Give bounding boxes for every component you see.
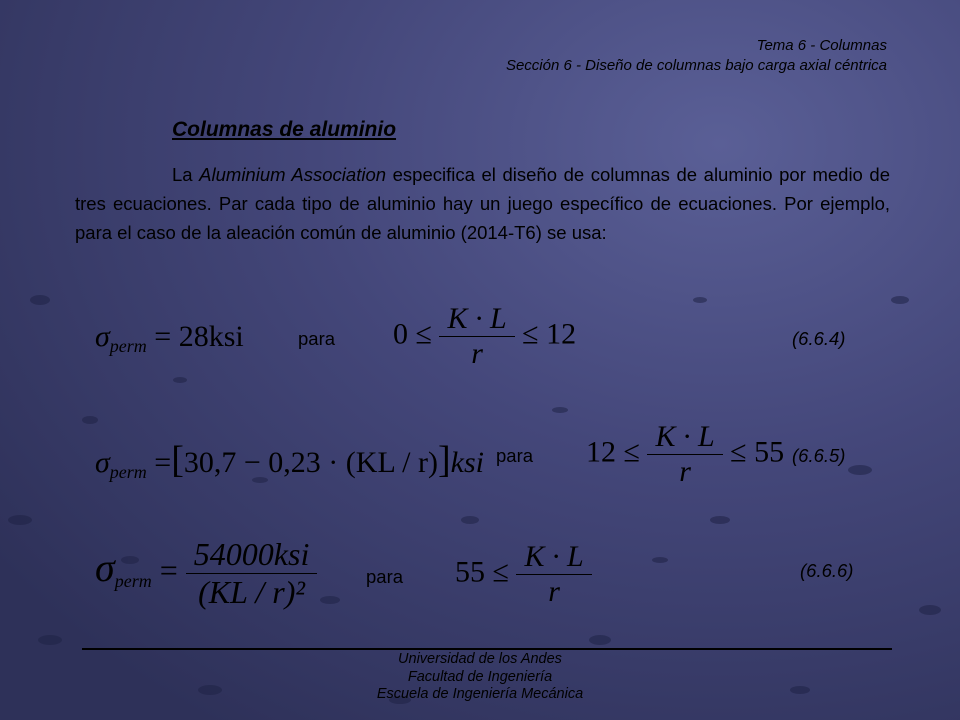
equation-6-6-6-lhs xyxy=(95,536,317,611)
topic-title: Tema 6 - Columnas xyxy=(756,37,887,54)
fraction-numerator: K · L xyxy=(524,540,584,573)
intro-paragraph xyxy=(75,160,890,247)
sigma-symbol: σ xyxy=(95,446,110,479)
sigma-symbol: σ xyxy=(95,320,110,353)
fraction-denominator: (KL / r)² xyxy=(186,573,318,611)
fraction-denominator: r xyxy=(439,336,514,371)
section-title: Columnas de aluminio xyxy=(172,118,397,141)
para-label: para xyxy=(366,566,404,587)
equation-6-6-5-condition xyxy=(586,420,784,489)
footer-divider xyxy=(82,648,892,650)
equation-number: (6.6.6) xyxy=(800,560,854,581)
condition-right: ≤ 55 xyxy=(730,435,785,469)
sigma-symbol: σ xyxy=(95,544,115,590)
university-name: Universidad de los Andes xyxy=(398,651,562,667)
faculty-name: Facultad de Ingeniería xyxy=(407,668,553,685)
slenderness-fraction xyxy=(516,540,591,609)
unit-ksi: ksi xyxy=(450,446,484,479)
condition-left: 12 ≤ xyxy=(586,435,640,469)
subscript-perm: perm xyxy=(114,570,152,591)
para-label: para xyxy=(496,445,534,466)
slide-header xyxy=(506,36,887,76)
subscript-perm: perm xyxy=(109,336,147,356)
fraction-denominator: r xyxy=(516,574,591,609)
equals-sign: = xyxy=(159,551,178,588)
stress-fraction xyxy=(186,536,318,611)
para-label: para xyxy=(298,328,336,349)
fraction-denominator: r xyxy=(647,454,722,489)
fraction-numerator: K · L xyxy=(447,302,507,335)
bracket-open: [ xyxy=(171,439,184,481)
equation-6-6-6-condition xyxy=(455,540,592,609)
paragraph-emphasis: Aluminium Association xyxy=(199,164,387,185)
equation-number: (6.6.5) xyxy=(792,445,846,466)
equation-6-6-5-lhs xyxy=(95,438,484,483)
equation-6-6-4-condition xyxy=(393,302,576,371)
school-name: Escuela de Ingeniería Mecánica xyxy=(376,686,584,702)
section-subtitle: Sección 6 - Diseño de columnas bajo carga axial céntrica xyxy=(505,57,887,74)
equation-rhs-inner: 30,7 − 0,23 · (KL / r) xyxy=(183,446,438,479)
equation-number: (6.6.4) xyxy=(792,328,846,349)
slenderness-fraction xyxy=(647,420,722,489)
condition-right: ≤ 12 xyxy=(522,317,577,351)
paragraph-text-rest: especifica el diseño de columnas de aluminio por medio de tres ecuaciones. Par cada tipo de aluminio hay un juego específico de ecuaciones. Por ejemplo, para el caso de la aleación común de aluminio (2014-T6) se usa: xyxy=(75,164,891,243)
slenderness-fraction xyxy=(439,302,514,371)
condition-left: 0 ≤ xyxy=(393,317,432,351)
paragraph-text-start: La xyxy=(172,164,200,185)
fraction-numerator: 54000ksi xyxy=(193,536,310,572)
fraction-numerator: K · L xyxy=(655,420,715,453)
subscript-perm: perm xyxy=(109,462,147,482)
condition-left: 55 ≤ xyxy=(455,555,509,589)
equation-rhs: = 28ksi xyxy=(154,320,244,353)
slide-footer xyxy=(0,651,960,704)
bracket-close: ] xyxy=(437,439,451,481)
equals-sign: = xyxy=(154,446,172,479)
equation-6-6-4-lhs xyxy=(95,320,244,357)
